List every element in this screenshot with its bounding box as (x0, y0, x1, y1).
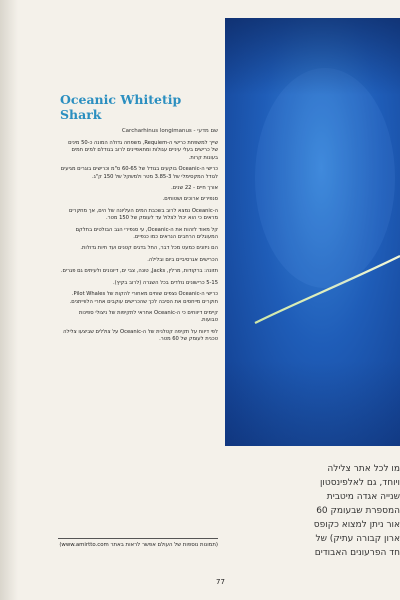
article-paragraph: כרישי ה-Oceanic נצפים שוחים מאחורי להקות של Pilot Whales. חוקרים מייחסים את הסיבה לכך שהכרישים עוקבים אחרי הלווייתנים. (69, 291, 218, 305)
article-paragraph: לפי דיווח על תקיפה קטלנית של ה-Oceanic על צוללים שביצעו צלילה טכנית לעומק של 60 מטר. (63, 328, 218, 343)
right-column-line: חד הפרעונים האבודים (314, 548, 400, 558)
article-paragraph: 5-15 כרישונים נולדים בכל השגרה (לרוב בקיץ). (113, 279, 218, 286)
page-number: 77 (216, 578, 225, 586)
right-column-line: אור ניתן למצוא כקופס (313, 520, 400, 530)
article-paragraph: קל מאוד לזהות את ה-Oceanic, עי סנפירי הגב הבולטים בחלקם המעוגלים הרחבים הנראים כמו כנפיים. (75, 226, 218, 241)
article-paragraph: כרישי ה-Oceanic בוקעים בגודל של 60-65 ס"מ וכרישים בוגרים מגיעים לגודל המקסימלי של 3.85-3 מטר ולמשקל של 150 ק"ג. (60, 166, 218, 180)
right-column-line: שנייה אגדה מיטבית (326, 492, 400, 502)
article-paragraph: שייך למשפחת כרישי ה-Requiem, משפחה גדולה המונה כ-50 מינים של כרישים בעלי עיניים עגולות ומתאפיינים לרוב בגודלם למים חמים בעונות קרות. (68, 140, 218, 161)
right-column-line: ויוחד, גם לאלפינסטון (319, 478, 400, 488)
article-paragraph: אורך חיים - 22 שנים. (171, 185, 218, 192)
article-title: Oceanic Whitetip Shark (60, 92, 182, 122)
page-gutter-shadow (0, 0, 18, 600)
article-paragraph: הם ניזונים כמעט מכל דבר, החל בדגים קטנים ועד חיות גדולות. (80, 245, 218, 252)
photo-vignette (225, 18, 400, 446)
article-paragraph: סנפירים ארוכים ושטוחים. (162, 196, 218, 203)
right-column-line: מו לכל אתר צלילה (327, 464, 400, 474)
footnote: (תמונות נוספות של העולם אפשר לראות באתר www.amirtto.com) (58, 538, 218, 549)
article-column (60, 92, 218, 348)
scientific-name: שם מדעי - Carcharhinus longimanus (121, 128, 218, 134)
article-paragraph: הכרישים אגרסיביים ביום ובלילה. (147, 256, 218, 263)
right-column-text (250, 462, 400, 560)
right-column-line: ארון קבורה עתיק) של (315, 534, 400, 544)
article-paragraph: ה-Oceanic נמצא לרוב בשכבת המים העליונה של הים, אך מחקרים מראים כי הוא יכול לצלול עד לעומק של 150 מטר. (68, 207, 218, 222)
article-paragraph: תזונה: ברקודות, מרלין, Jacks, טונה, צבי ים, דיונונים ולעיתים גם פגרים. (60, 268, 218, 275)
underwater-photo (225, 18, 400, 446)
article-paragraph: קיימים דיווחים כי ה-Oceanic אחראי לתקיפות של ניצולי ספינות טבועות. (79, 309, 218, 324)
right-column-line: המספרת שבעומק 60 (316, 506, 400, 516)
